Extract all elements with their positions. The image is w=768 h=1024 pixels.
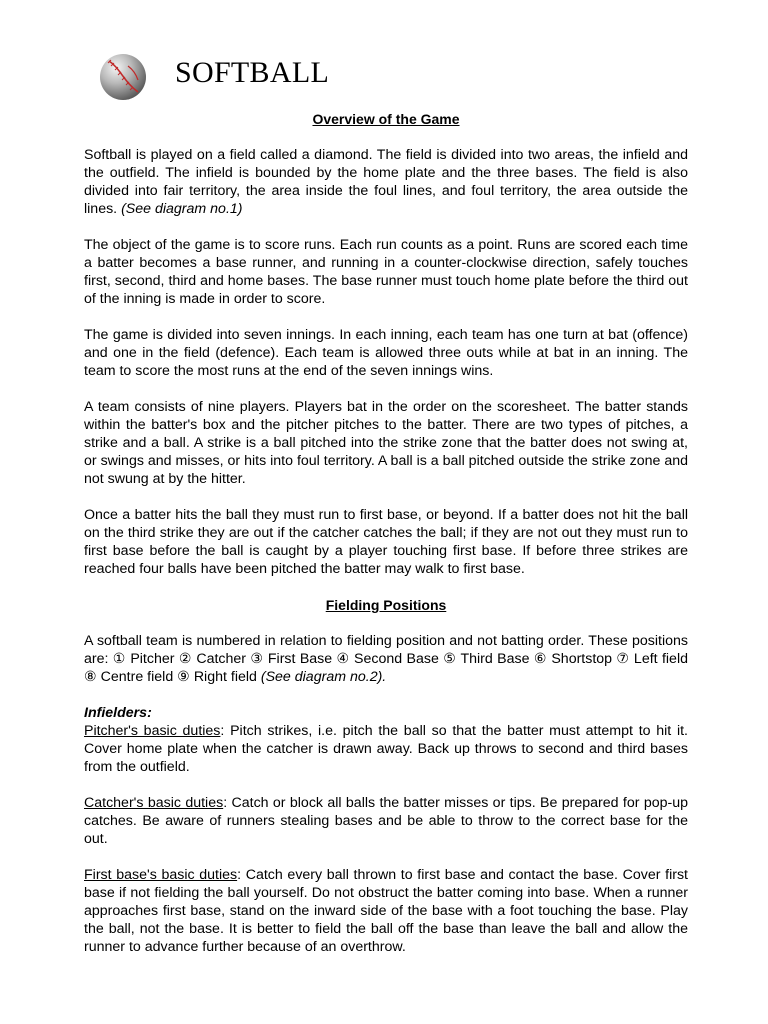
pitcher-duties-label: Pitcher's basic duties	[84, 723, 221, 739]
diagram-2-note: (See diagram no.2).	[260, 669, 387, 685]
infielders-heading: Infielders:	[84, 705, 152, 721]
paragraph-team: A team consists of nine players. Players bat in the order on the scoresheet. The batter stands within the batter's box and the pitcher pitches to the batter. There are two types of pitches, a strike and a ball. A strike is a ball pitched into the strike zone that the batter does not swing at, or swings and misses, or hits into foul territory. A ball is a ball pitched outside the strike zone and not swung at by the hitter.	[84, 399, 688, 487]
paragraph-innings: The game is divided into seven innings. In each inning, each team has one turn at bat (offence) and one in the field (defence). Each team is allowed three outs while at bat in an inning. The team to score the most runs at the end of the seven innings wins.	[84, 327, 688, 379]
softball-logo	[98, 52, 148, 102]
first-base-duties	[84, 866, 688, 956]
paragraph-batting: Once a batter hits the ball they must run to first base, or beyond. If a batter does not hit the ball on the third strike they are out if the catcher catches the ball; if they are not out they must run to first base before the ball is caught by a player touching first base. If before three strikes are reached four balls have been pitched the batter may walk to first base.	[84, 507, 688, 577]
paragraph-objective: The object of the game is to score runs. Each run counts as a point. Runs are scored each time a batter becomes a base runner, and running in a counter-clockwise direction, safely touches first, second, third and home bases. The base runner must touch home plate before the third out of the inning is made in order to score.	[84, 237, 688, 307]
catcher-duties	[84, 794, 688, 848]
overview-heading: Overview of the Game	[312, 111, 460, 127]
pitcher-duties	[84, 722, 688, 776]
pitcher-duties-text: : Pitch strikes, i.e. pitch the ball so that the batter must attempt to hit it. Cover home plate when the catcher is drawn away. Back up throws to second and third bases from the outfield.	[84, 723, 688, 775]
paragraph-overview-text: Softball is played on a field called a diamond. The field is divided into two areas, the infield and the outfield. The infield is bounded by the home plate and the three bases. The field is also divided into fair territory, the area inside the foul lines, and foul territory, the area outside the lines.	[84, 147, 688, 217]
fielding-heading: Fielding Positions	[325, 597, 447, 613]
document-title: SOFTBALL	[175, 56, 330, 89]
diagram-1-note: (See diagram no.1)	[121, 201, 243, 217]
document-body	[84, 110, 688, 956]
paragraph-positions-text: A softball team is numbered in relation to fielding position and not batting order. These positions are: ① Pitcher ② Catcher ③ First Base ④ Second Base ⑤ Third Base ⑥ Shortstop ⑦ Left field ⑧ Centre field ⑨ Right field	[84, 633, 688, 685]
first-base-duties-text: : Catch every ball thrown to first base and contact the base. Cover first base if not fielding the ball yourself. Do not obstruct the batter coming into base. When a runner approaches first base, stand on the inward side of the base with a foot touching the base. Play the ball, not the base. It is better to field the ball off the base than leave the ball and allow the runner to advance further because of an overthrow.	[84, 867, 689, 955]
catcher-duties-label: Catcher's basic duties	[84, 795, 224, 811]
first-base-duties-label: First base's basic duties	[84, 867, 238, 883]
paragraph-positions	[84, 632, 688, 686]
softball-icon	[98, 52, 148, 102]
catcher-duties-text: : Catch or block all balls the batter misses or tips. Be prepared for pop-up catches. Be aware of runners stealing bases and be able to throw to the correct base for the out.	[84, 795, 688, 847]
paragraph-overview	[84, 146, 688, 218]
